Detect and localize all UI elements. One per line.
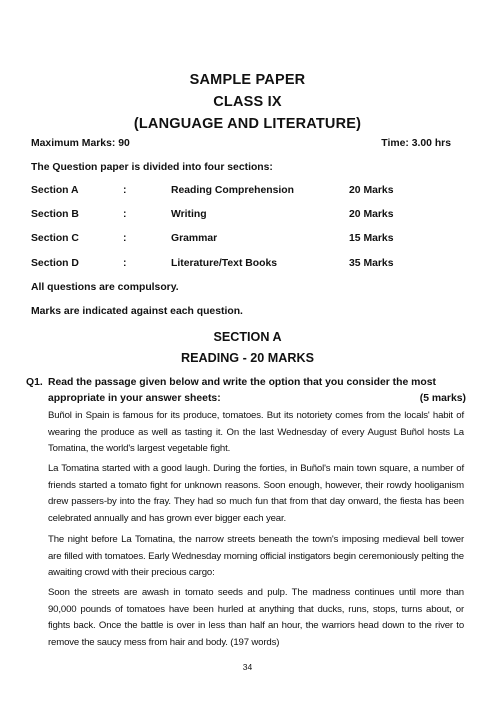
section-name: Section A [31,185,79,196]
question-marks: (5 marks) [419,393,466,404]
passage-paragraph: Buñol in Spain is famous for its produce, tomatoes. But its notoriety comes from the locals' habit of wearing the produce as well as tasting it. On the last Wednesday of every August Buñol hosts La Tomatina, the world's largest vegetable fight. [48,410,464,454]
compulsory-note: All questions are compulsory. [31,282,179,293]
question-number: Q1. [26,377,43,388]
section-marks: 20 Marks [349,185,394,196]
class-title: CLASS IX [213,94,282,110]
section-marks: 15 Marks [349,233,394,244]
max-marks: Maximum Marks: 90 [31,138,130,149]
passage-paragraph: The night before La Tomatina, the narrow streets beneath the town's imposing medieval bell tower are filled with tomatoes. Early Wednesday morning official instigators begin ceremoniously pelting the awaiting crowd with their precious cargo: [48,534,464,578]
section-separator: : [123,209,127,220]
page-number: 34 [242,662,253,672]
section-row [31,233,451,247]
passage-paragraph: Soon the streets are awash in tomato seeds and pulp. The madness continues until more than 90,000 pounds of tomatoes have been hurled at anything that ducks, runs, stops, turns about, or fights back. Once the battle is over in less than half an hour, the warriors head down to the river to remove the saucy mess from hair and body. (197 words) [48,587,464,648]
section-separator: : [123,258,127,269]
section-topic: Reading Comprehension [171,185,294,196]
time-allowed: Time: 3.00 hrs [381,138,451,149]
passage-paragraph: La Tomatina started with a good laugh. During the forties, in Buñol's main town square, a number of friends started a tomato fight for unknown reasons. Soon enough, however, their rowdy hooliganism drew passers-by into the fray. They had so much fun that from that day onward, the fiesta has been celebrated annually and has grown ever bigger each year. [48,463,464,524]
section-row [31,185,451,199]
section-separator: : [123,185,127,196]
marks-note: Marks are indicated against each question. [31,306,243,317]
section-a-heading: SECTION A [213,330,282,344]
section-topic: Literature/Text Books [171,258,278,269]
section-name: Section B [31,209,79,220]
section-a-subheading: READING - 20 MARKS [181,351,314,365]
subject-title: (LANGUAGE AND LITERATURE) [133,116,362,132]
section-topic: Writing [171,209,207,220]
section-marks: 35 Marks [349,258,394,269]
section-row [31,209,451,223]
section-name: Section D [31,258,79,269]
section-name: Section C [31,233,79,244]
section-row [31,258,451,272]
section-topic: Grammar [171,233,218,244]
paper-title: SAMPLE PAPER [189,72,306,88]
sections-intro: The Question paper is divided into four sections: [31,162,273,173]
question-text: Read the passage given below and write the option that you consider the most appropriate in your answer sheets: [48,377,436,404]
section-marks: 20 Marks [349,209,394,220]
section-separator: : [123,233,127,244]
